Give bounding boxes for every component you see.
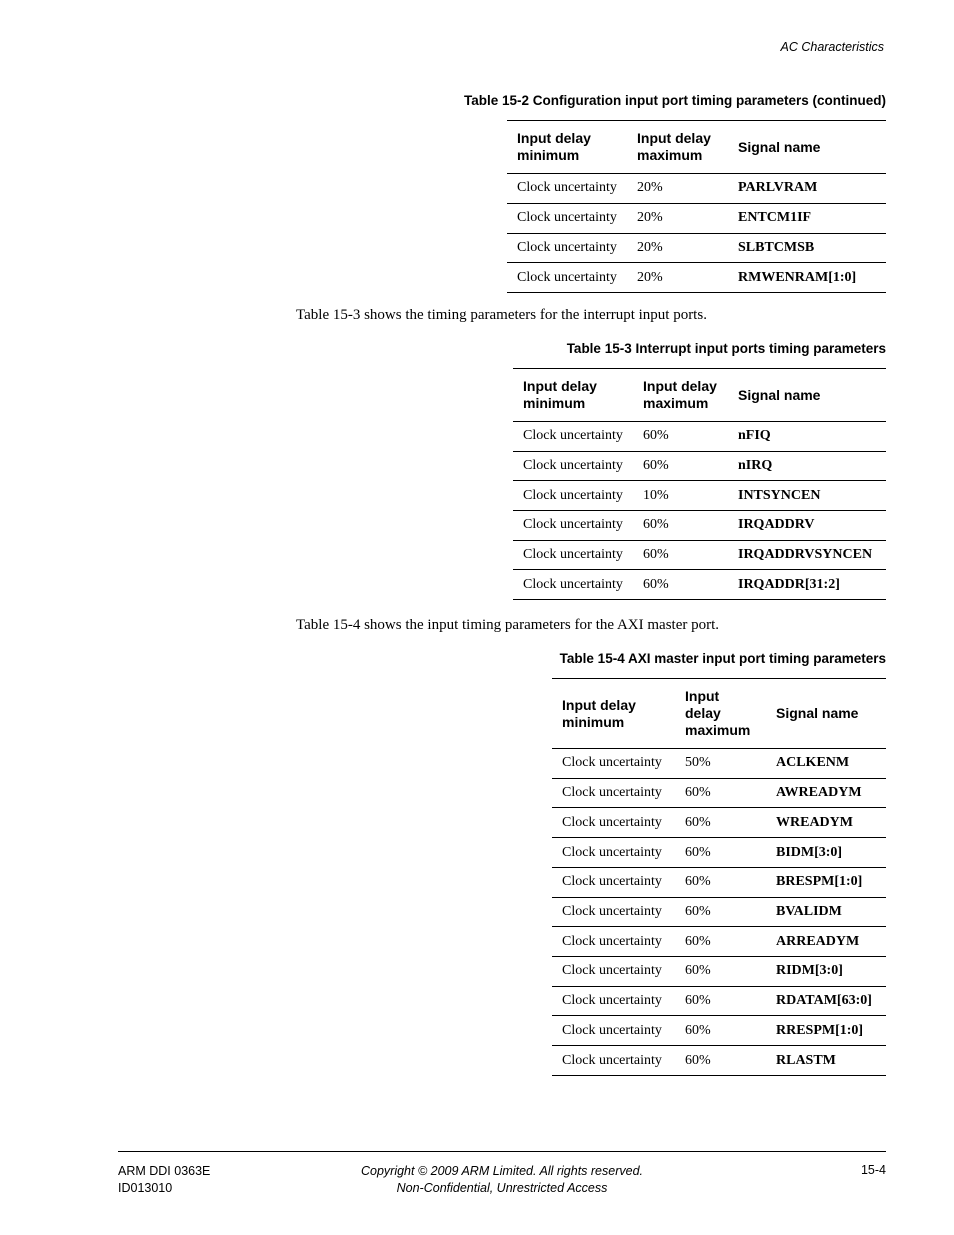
table-header-row xyxy=(507,121,886,174)
cell-delay-minimum: Clock uncertainty xyxy=(552,986,675,1016)
cell-signal-name: BIDM[3:0] xyxy=(766,838,886,868)
footer-doc-id: ID013010 xyxy=(118,1181,173,1195)
footer-doc-info xyxy=(118,1163,210,1197)
table-row xyxy=(552,897,886,927)
table-row xyxy=(513,422,886,452)
cell-signal-name: BRESPM[1:0] xyxy=(766,867,886,897)
cell-signal-name: RIDM[3:0] xyxy=(766,957,886,987)
table-row xyxy=(513,570,886,600)
paragraph-table-15-4-intro: Table 15-4 shows the input timing parameters for the AXI master port. xyxy=(296,617,720,633)
cell-delay-maximum: 60% xyxy=(675,957,766,987)
table-row xyxy=(552,1016,886,1046)
cell-delay-maximum: 60% xyxy=(675,808,766,838)
table-15-3-caption: Table 15-3 Interrupt input ports timing parameters xyxy=(566,341,886,356)
footer-copyright-block xyxy=(302,1163,702,1197)
table-header-row xyxy=(513,369,886,422)
table-row xyxy=(507,203,886,233)
column-header: Input delay minimum xyxy=(552,679,675,749)
cell-delay-maximum: 20% xyxy=(627,174,728,204)
column-header: Signal name xyxy=(728,121,886,174)
cell-delay-minimum: Clock uncertainty xyxy=(552,867,675,897)
table-row xyxy=(552,957,886,987)
cell-delay-maximum: 60% xyxy=(633,540,728,570)
cell-delay-minimum: Clock uncertainty xyxy=(507,263,627,293)
cell-delay-minimum: Clock uncertainty xyxy=(552,927,675,957)
footer-access: Non-Confidential, Unrestricted Access xyxy=(396,1181,608,1195)
cell-delay-maximum: 50% xyxy=(675,749,766,779)
cell-delay-minimum: Clock uncertainty xyxy=(513,451,633,481)
cell-signal-name: RMWENRAM[1:0] xyxy=(728,263,886,293)
cell-delay-maximum: 60% xyxy=(675,897,766,927)
cell-signal-name: PARLVRAM xyxy=(728,174,886,204)
table-row xyxy=(552,867,886,897)
cell-delay-maximum: 60% xyxy=(675,778,766,808)
cell-signal-name: ACLKENM xyxy=(766,749,886,779)
cell-delay-maximum: 60% xyxy=(633,422,728,452)
column-header: Input delay maximum xyxy=(627,121,728,174)
column-header: Input delay maximum xyxy=(675,679,766,749)
cell-delay-minimum: Clock uncertainty xyxy=(552,897,675,927)
footer-rule xyxy=(118,1151,886,1152)
cell-signal-name: nIRQ xyxy=(728,451,886,481)
column-header: Input delay minimum xyxy=(513,369,633,422)
cell-delay-minimum: Clock uncertainty xyxy=(552,957,675,987)
table-row xyxy=(552,778,886,808)
column-header: Input delay minimum xyxy=(507,121,627,174)
cell-signal-name: RRESPM[1:0] xyxy=(766,1016,886,1046)
cell-signal-name: AWREADYM xyxy=(766,778,886,808)
cell-delay-maximum: 60% xyxy=(675,986,766,1016)
cell-delay-minimum: Clock uncertainty xyxy=(513,540,633,570)
cell-signal-name: RDATAM[63:0] xyxy=(766,986,886,1016)
cell-delay-minimum: Clock uncertainty xyxy=(552,749,675,779)
cell-signal-name: IRQADDRV xyxy=(728,510,886,540)
table-row xyxy=(552,986,886,1016)
table-15-4-caption: Table 15-4 AXI master input port timing parameters xyxy=(559,651,886,666)
table-15-2 xyxy=(507,120,886,293)
cell-delay-minimum: Clock uncertainty xyxy=(552,1046,675,1076)
cell-delay-minimum: Clock uncertainty xyxy=(552,778,675,808)
table-row xyxy=(507,233,886,263)
cell-delay-maximum: 60% xyxy=(675,1046,766,1076)
cell-delay-maximum: 20% xyxy=(627,203,728,233)
cell-delay-minimum: Clock uncertainty xyxy=(513,422,633,452)
cell-delay-minimum: Clock uncertainty xyxy=(552,838,675,868)
cell-delay-minimum: Clock uncertainty xyxy=(513,570,633,600)
cell-signal-name: nFIQ xyxy=(728,422,886,452)
table-row xyxy=(513,510,886,540)
table-row xyxy=(513,540,886,570)
table-15-4 xyxy=(552,678,886,1076)
table-row xyxy=(507,263,886,293)
footer-doc-number: ARM DDI 0363E xyxy=(118,1164,211,1178)
cell-signal-name: RLASTM xyxy=(766,1046,886,1076)
table-row xyxy=(552,1046,886,1076)
column-header: Signal name xyxy=(728,369,886,422)
cell-delay-maximum: 60% xyxy=(675,838,766,868)
table-row xyxy=(552,808,886,838)
table-header-row xyxy=(552,679,886,749)
table-15-3 xyxy=(513,368,886,600)
footer-page-number: 15-4 xyxy=(860,1163,886,1177)
cell-delay-maximum: 60% xyxy=(633,451,728,481)
cell-signal-name: BVALIDM xyxy=(766,897,886,927)
column-header: Signal name xyxy=(766,679,886,749)
cell-signal-name: ARREADYM xyxy=(766,927,886,957)
cell-delay-maximum: 60% xyxy=(633,570,728,600)
cell-delay-minimum: Clock uncertainty xyxy=(507,203,627,233)
table-row xyxy=(552,749,886,779)
cell-delay-minimum: Clock uncertainty xyxy=(507,174,627,204)
cell-delay-maximum: 20% xyxy=(627,263,728,293)
cell-signal-name: WREADYM xyxy=(766,808,886,838)
table-row xyxy=(513,481,886,511)
cell-signal-name: IRQADDR[31:2] xyxy=(728,570,886,600)
cell-delay-minimum: Clock uncertainty xyxy=(552,1016,675,1046)
footer-copyright: Copyright © 2009 ARM Limited. All rights reserved. xyxy=(360,1164,643,1178)
column-header: Input delay maximum xyxy=(633,369,728,422)
table-row xyxy=(552,927,886,957)
cell-signal-name: IRQADDRVSYNCEN xyxy=(728,540,886,570)
cell-delay-minimum: Clock uncertainty xyxy=(513,510,633,540)
table-15-2-caption: Table 15-2 Configuration input port timing parameters (continued) xyxy=(463,93,886,108)
table-row xyxy=(507,174,886,204)
cell-delay-maximum: 20% xyxy=(627,233,728,263)
cell-signal-name: INTSYNCEN xyxy=(728,481,886,511)
paragraph-table-15-3-intro: Table 15-3 shows the timing parameters for the interrupt input ports. xyxy=(296,307,707,323)
cell-delay-maximum: 60% xyxy=(633,510,728,540)
cell-delay-maximum: 60% xyxy=(675,927,766,957)
cell-delay-maximum: 60% xyxy=(675,867,766,897)
cell-delay-minimum: Clock uncertainty xyxy=(507,233,627,263)
table-row xyxy=(552,838,886,868)
cell-signal-name: SLBTCMSB xyxy=(728,233,886,263)
running-header: AC Characteristics xyxy=(780,40,884,54)
cell-delay-maximum: 10% xyxy=(633,481,728,511)
cell-delay-minimum: Clock uncertainty xyxy=(552,808,675,838)
table-row xyxy=(513,451,886,481)
cell-delay-minimum: Clock uncertainty xyxy=(513,481,633,511)
cell-delay-maximum: 60% xyxy=(675,1016,766,1046)
cell-signal-name: ENTCM1IF xyxy=(728,203,886,233)
